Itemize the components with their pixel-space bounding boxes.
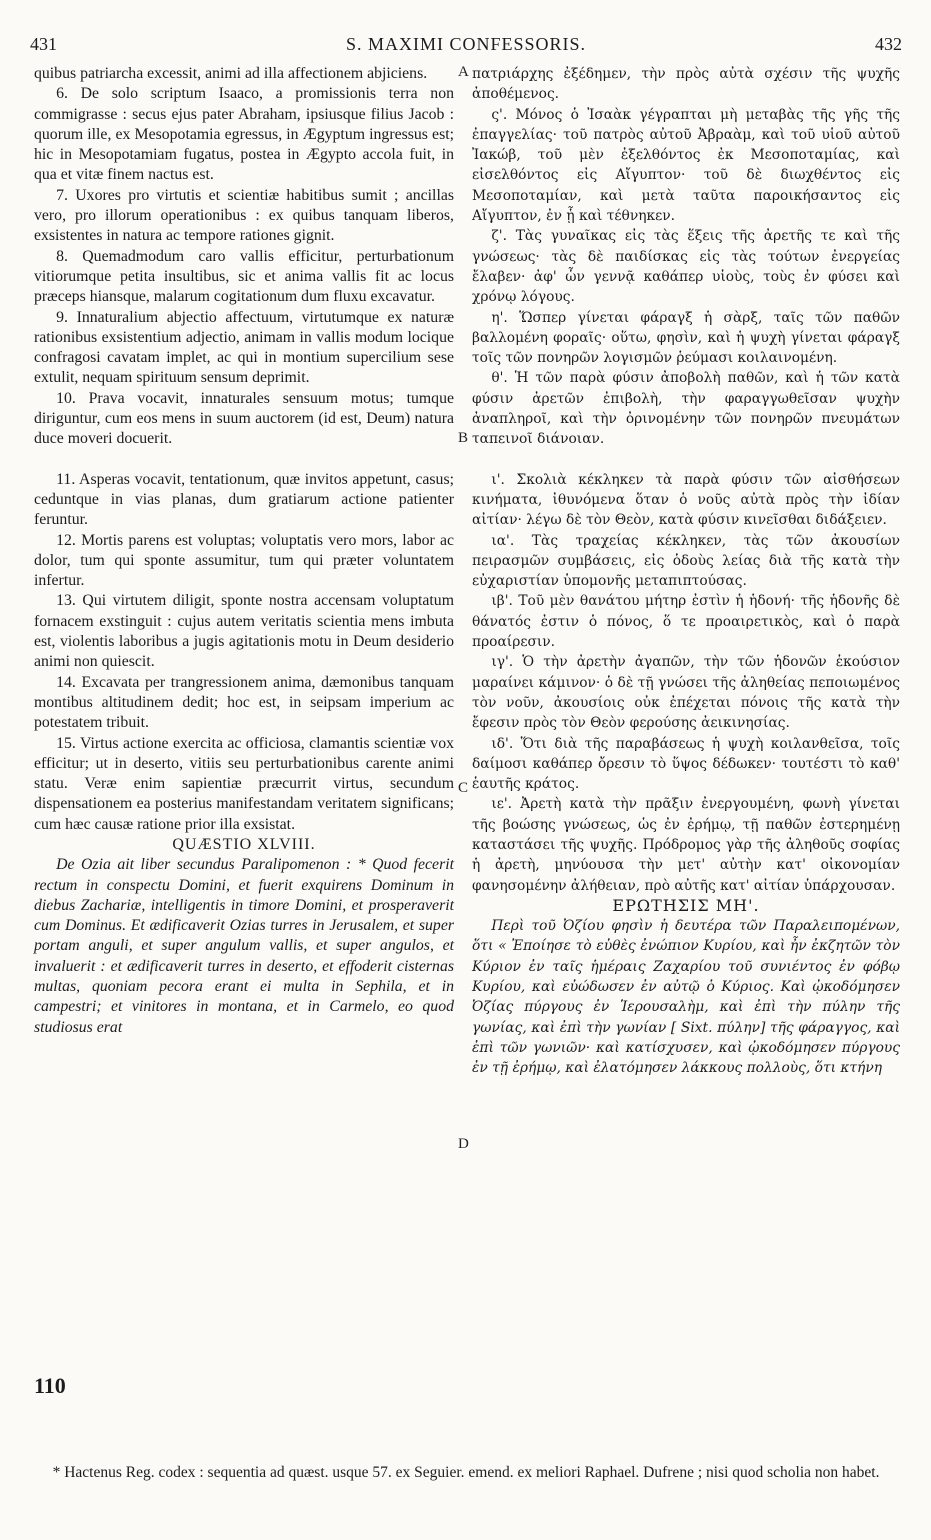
latin-paragraph-12: 12. Mortis parens est voluptas; voluptatis vero mors, labor ac dolor, tum qui sponte assumitur, tum qui præter voluntatem infertur. <box>34 531 454 590</box>
greek-paragraph-8: η'. Ὥσπερ γίνεται φάραγξ ἡ σὰρξ, ταῖς τῶν παθῶν βαλλομένη φοραῖς· οὕτω, φησὶν, καὶ ἡ ψυχὴ γίνεται φάραγξ τοῖς τῶν πονηρῶν λογισμῶν ῥεύμασι κοιλαινομένη. <box>472 309 900 367</box>
latin-paragraph-11: 11. Asperas vocavit, tentationum, quæ invitos appetunt, casus; ceduntque in vias planas, dum gratiarum actione patienter feruntur. <box>34 470 454 529</box>
signature-mark: 110 <box>34 1373 66 1398</box>
greek-paragraph-0: πατριάρχης ἐξέδημεν, τὴν πρὸς αὐτὰ σχέσιν τῆς ψυχῆς ἀποθέμενος. <box>472 66 900 103</box>
greek-question-text: Περὶ τοῦ Ὀζίου φησὶν ἡ δευτέρα τῶν Παραλειπομένων, ὅτι « Ἐποίησε τὸ εὐθὲς ἐνώπιον Κυρίου, καὶ ἦν ἐκζητῶν τὸν Κύριον ἐν ταῖς ἡμέραις Ζαχαρίου τοῦ συνιέντος ἐν φόβῳ Κυρίου, καὶ εὐώδωσεν ἐν αὐτῷ ὁ Κύριος. Καὶ ᾠκοδόμησεν Ὀζίας πύργους ἐν Ἱερουσαλὴμ, καὶ ἐπὶ τὴν πύλην τῆς γωνίας, καὶ ἐπὶ τὴν γωνίαν [ Sixt. πύλην] τῆς φάραγγος, καὶ ἐπὶ τῶν γωνιῶν· καὶ κατίσχυσεν, καὶ ᾠκοδόμησεν πύργους ἐν τῇ ἐρήμῳ, καὶ ἐλατόμησεν λάκκους πολλοὺς, ὅτι κτήνη <box>472 918 900 1077</box>
running-title: S. MAXIMI CONFESSORIS. <box>345 34 587 54</box>
greek-column <box>472 64 900 1079</box>
latin-paragraph-13: 13. Qui virtutem diligit, sponte nostra accensam voluptatum fornacem exstinguit : cujus autem veritatis scientia mens imbuta est, violentis laboribus a jugis agitationis motu in Deum desiderio animi non quiescit. <box>34 592 454 671</box>
margin-letter-b: B <box>458 430 469 446</box>
page-header <box>30 34 902 58</box>
latin-paragraph-0: quibus patriarcha excessit, animi ad illa affectionem abjiciens. <box>34 65 428 82</box>
page-number-right: 432 <box>875 34 902 54</box>
greek-paragraph-13: ιγ'. Ὁ τὴν ἀρετὴν ἀγαπῶν, τὴν τῶν ἡδονῶν ἑκούσιον μαραίνει κάμινον· ὁ δὲ τῇ γνώσει τῆς ἀληθείας πεποιωμένος τὸν νοῦν, ἀκουσίοις οὐκ ἐπέχεται πόνοις τῆς κατὰ τὴν ἔφεσιν πρὸς τὸν Θεὸν φερούσης ἀεικινησίας. <box>472 654 900 732</box>
latin-paragraph-14: 14. Excavata per trangressionem anima, dæmonibus tanquam montibus altitudinem dedit; hoc est, in seipsam imperium ac potestatem tribuit. <box>34 673 454 732</box>
greek-question-title: ΕΡΩΤΗΣΙΣ ΜΗ'. <box>612 895 760 915</box>
margin-letter-c: C <box>458 780 469 796</box>
greek-paragraph-10: ι'. Σκολιὰ κέκληκεν τὰ παρὰ φύσιν τῶν αἰσθήσεων κινήματα, ἰθυνόμενα ὅταν ὁ νοῦς αὐτὰ πρὸς τὴν ἰδίαν αἰτίαν· λέγω δὲ τὸν Θεὸν, κατὰ φύσιν κινεῖσθαι διδάξειεν. <box>472 471 900 529</box>
latin-paragraph-6: 6. De solo scriptum Isaaco, a promissionis terra non commigrasse : secus ejus pater Abraham, ipsiusque filius Jacob : quorum ille, ex Mesopotamia egressus, in Ægyptum ingressus est; hic in Mesopotamiam fugatus, postea in Ægypto accola fuit, in qua et vitæ finem nactus est. <box>34 85 454 184</box>
latin-paragraph-8: 8. Quemadmodum caro vallis efficitur, perturbationum vitiorumque petita insultibus, sic et anima vallis fit ac locus præceps hiansque, malarum cogitationum dum fluxu excavatur. <box>34 247 454 306</box>
latin-question-title: QUÆSTIO XLVIII. <box>172 835 316 853</box>
greek-paragraph-9: θ'. Ἡ τῶν παρὰ φύσιν ἀποβολὴ παθῶν, καὶ ἡ τῶν κατὰ φύσιν ἀρετῶν ἐπιβολὴ, τὴν φαραγγωθεῖσαν ψυχὴν ἀναπληροῖ, καὶ τὴν ὀρινομένην τῶν πονηρῶν πνευμάτων ταπεινοῖ διάνοιαν. <box>472 370 900 448</box>
footnote: * Hactenus Reg. codex : sequentia ad quæst. usque 57. ex Seguier. emend. ex meliori Raphael. Dufrene ; nisi quod scholia non habet. <box>52 1464 880 1481</box>
greek-paragraph-14: ιδ'. Ὅτι διὰ τῆς παραβάσεως ἡ ψυχὴ κοιλανθεῖσα, τοῖς δαίμοσι καθάπερ ὄρεσιν τὸ ὕψος δέδωκεν· τουτέστι τὸ καθ' ἑαυτῆς κράτος. <box>472 735 900 793</box>
margin-letter-d: D <box>458 1136 469 1152</box>
page-number-left: 431 <box>30 34 57 54</box>
latin-paragraph-7: 7. Uxores pro virtutis et scientiæ habitibus sumit ; ancillas vero, pro illorum operationibus : ex quibus tanquam liberos, exsistentes in natura ac tempore rationes gignit. <box>34 186 454 245</box>
latin-paragraph-15: 15. Virtus actione exercita ac officiosa, clamantis scientiæ vox efficitur; ut in deserto, vitiis seu perturbationibus carente animi statu. Veræ enim sapientiæ præcurrit virtus, secundum dispensationem ea posterius manifestandam veritatem significans; cum hæc causæ ratione prior illa exsistat. <box>34 734 454 833</box>
greek-paragraph-11: ια'. Τὰς τραχείας κέκληκεν, τὰς τῶν ἀκουσίων πειρασμῶν συμβάσεις, εἰς ὁδοὺς λείας διὰ τῆς κατὰ τὴν εὐχαριστίαν ὑπομονῆς μεταπιπτούσας. <box>472 532 900 590</box>
greek-paragraph-7: ζ'. Τὰς γυναῖκας εἰς τὰς ἕξεις τῆς ἀρετῆς τε καὶ τῆς γνώσεως· τὰς δὲ παιδίσκας εἰς τὰς τούτων ἐνεργείας ἔλαβεν· ἀφ' ὧν γεννᾷ καθάπερ υἱοὺς, τοὺς ἐν φύσει καὶ χρόνῳ λόγους. <box>472 228 900 306</box>
latin-paragraph-9: 9. Innaturalium abjectio affectuum, virtutumque ex naturæ rationibus exsistentium adjectio, animam in vallis modum locique confragosi cavatam implet, ac qui in montium supercilium sese extulit, nequam spirituum sensum deprimit. <box>34 308 454 387</box>
greek-paragraph-15: ιε'. Ἀρετὴ κατὰ τὴν πρᾶξιν ἐνεργουμένη, φωνὴ γίνεται τῆς βοώσης γνώσεως, ὡς ἐν ἐρήμῳ, τῇ παθῶν ἐστερημένῃ καταστάσει τῆς ψυχῆς. Πρόδρομος γὰρ τῆς ἀληθοῦς σοφίας ἡ ἀρετὴ, μηνύουσα τὴν μετ' αὐτὴν κατ' οἰκονομίαν φανησομένην ἀλήθειαν, πρὸ αὐτῆς κατ' αἰτίαν ὑπάρχουσαν. <box>472 796 900 894</box>
latin-column <box>34 64 454 1038</box>
greek-paragraph-6: ς'. Μόνος ὁ Ἰσαὰκ γέγραπται μὴ μεταβὰς τῆς γῆς τῆς ἐπαγγελίας· τοῦ πατρὸς αὐτοῦ Ἀβραὰμ, καὶ τοῦ υἱοῦ αὐτοῦ Ἰακώβ, τοῦ μὲν ἐξελθόντος ἐκ Μεσοποταμίας, καὶ εἰσελθόντος εἰς Αἴγυπτον· τοῦ δὲ διωχθέντος εἰς Μεσοποταμίαν, καὶ μετὰ ταῦτα παροικήσαντος εἰς Αἴγυπτον, ἐν ᾗ καὶ τέθνηκεν. <box>472 106 900 225</box>
latin-question-text: De Ozia ait liber secundus Paralipomenon : * Quod fecerit rectum in conspectu Domini, et fuerit exquirens Dominum in diebus Zachariæ, intelligentis in timore Domini, et prosperaverit cum Dominus. Et ædificaverit Ozias turres in Jerusalem, et super portam anguli, et super angulum vallis, et super angulos, et invaluerit : et ædificaverit turres in deserto, et effoderit cisternas multas, quoniam pecora erant ei multa in Sephila, et in campestri; et vinitores in montana, et in Carmelo, eo quod studiosus erat <box>34 856 454 1036</box>
margin-letter-a: A <box>458 64 469 80</box>
greek-paragraph-12: ιβ'. Τοῦ μὲν θανάτου μήτηρ ἐστὶν ἡ ἡδονή· τῆς ἡδονῆς δὲ θάνατός ἐστιν ὁ πόνος, ὅ τε προαιρετικὸς, καὶ ὁ παρὰ προαίρεσιν. <box>472 593 900 651</box>
latin-paragraph-10: 10. Prava vocavit, innaturales sensuum motus; tumque diriguntur, cum eos mens in suum auctorem (id est, Deum) natura duce moveri docuerit. <box>34 389 454 448</box>
